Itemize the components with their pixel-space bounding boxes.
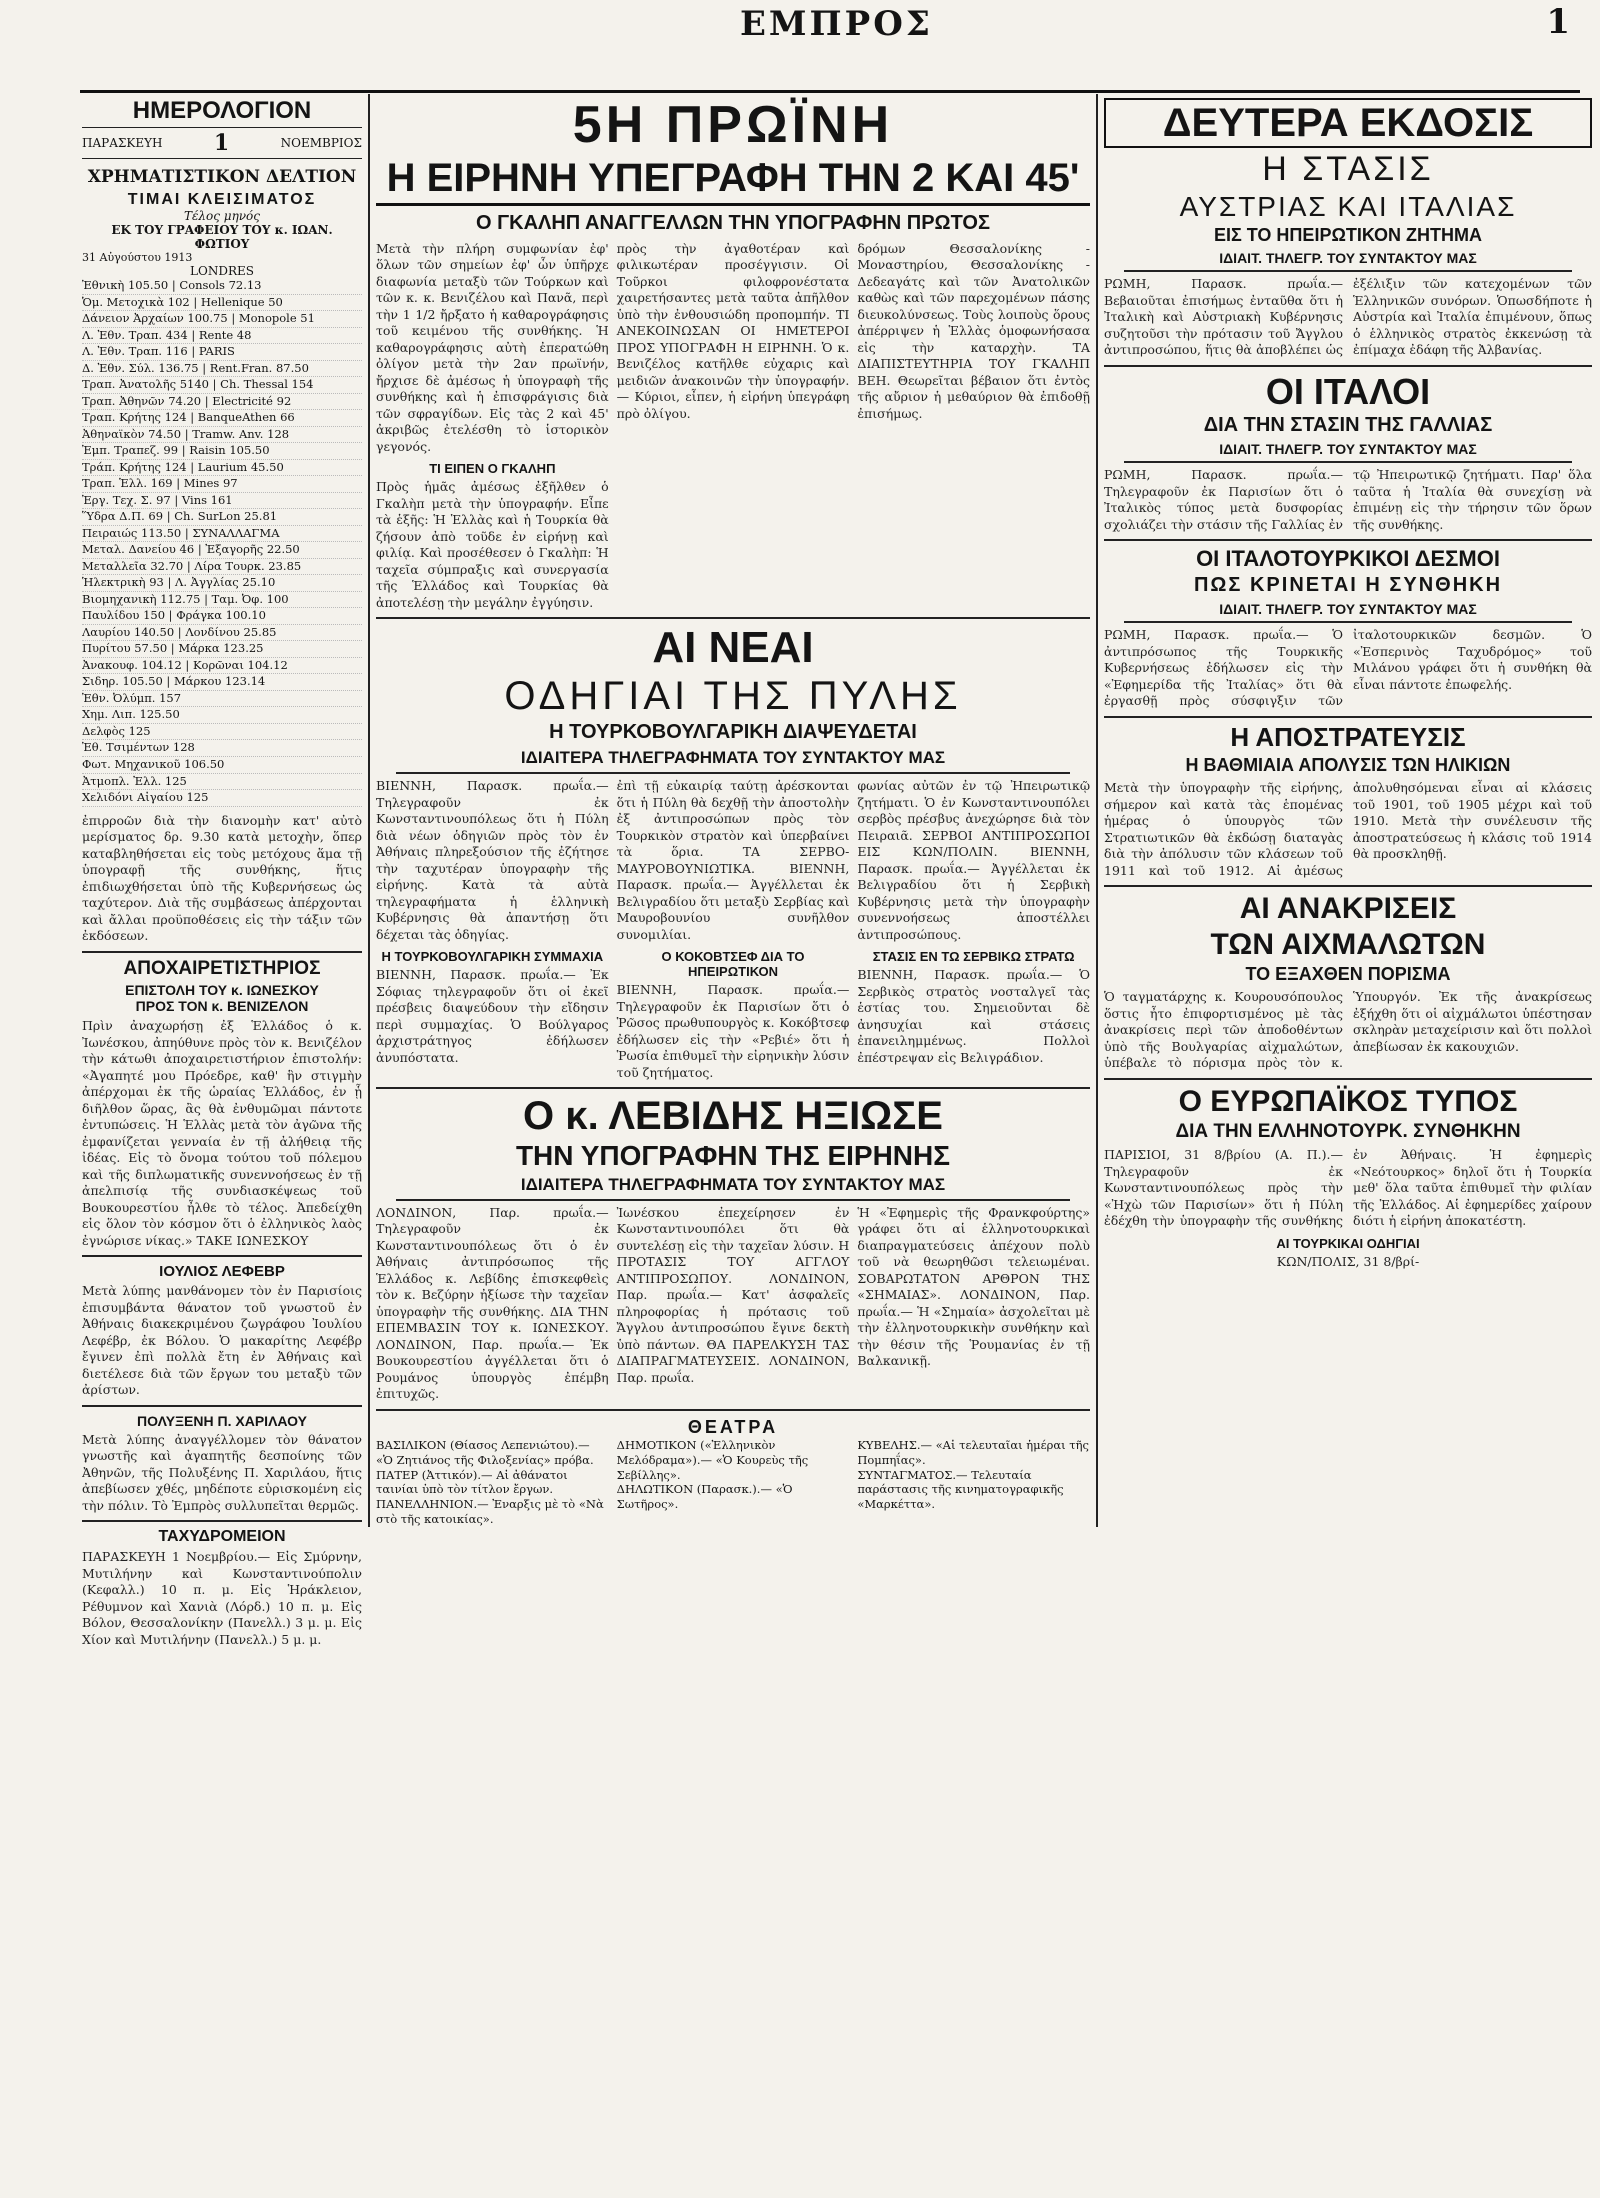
typos-title: Ο ΕΥΡΩΠΑΪΚΟΣ ΤΥΠΟΣ	[1178, 1084, 1518, 1118]
stasis-tele: ΙΔΙΑΙΤ. ΤΗΛΕΓΡ. ΤΟΥ ΣΥΝΤΑΚΤΟΥ ΜΑΣ	[1124, 250, 1572, 272]
stock-row: Φωτ. Μηχανικοῦ 106.50	[82, 757, 362, 774]
stock-row: Δάνειον Ἀρχαίων 100.75 | Monopole 51	[82, 311, 362, 328]
stock-row: Ἀτμοπλ. Ἐλλ. 125	[82, 774, 362, 791]
stock-row: Ἐθ. Τσιμέντων 128	[82, 740, 362, 757]
odigiai-subtitle: Η ΤΟΥΡΚΟΒΟΥΛΓΑΡΙΚΗ ΔΙΑΨΕΥΔΕΤΑΙ	[549, 721, 917, 744]
levidis-col-3: Ἡ «Ἐφημερὶς τῆς Φρανκφούρτης» γράφει ὅτι αἱ ἑλληνοτουρκικαὶ διαπραγματεύσεις ἀπέχουν πολὺ τοῦ νὰ θεωρηθῶσι τελειωμέναι. ΣΟΒΑΡΩΤΑΤΟΝ ΑΡΘΡΟΝ ΤΗΣ «ΣΗΜΑΙΑΣ». ΛΟΝΔΙΝΟΝ, Παρ. πρωΐα.— Ἡ «Σημαία» ἀσχολεῖται μὲ τὴν ἑλληνοτουρκικὴν συνθήκην καὶ τὴν θέσιν τῆς Ῥουμανίας ἐν τῇ Βαλκανικῇ.	[857, 1204, 1091, 1369]
levidis-subtitle: ΤΗΝ ΥΠΟΓΡΑΦΗΝ ΤΗΣ ΕΙΡΗΝΗΣ	[515, 1140, 951, 1172]
anakriseis-text: Ὁ ταγματάρχης κ. Κουρουσόπουλος ὅστις ἦτο ἐπιφορτισμένος μὲ τὰς ἀνακρίσεις περὶ τῶν ἀποδοθέντων ὑπὸ τῆς Βουλγαρίας αἰχμαλώτων, ὑπέβαλε τὸ πόρισμα πρὸς τὸν κ. Ὑπουργόν. Ἐκ τῆς ἀνακρίσεως ἐξήχθη ὅτι οἱ αἰχμάλωτοι ὑπέστησαν σκληρὰν μεταχείρισιν καὶ ὅτι πολλοὶ ἀπεβίωσαν ἐκ κακουχιῶν.	[1104, 989, 1592, 1071]
stock-row: Τραπ. Ἀνατολῆς 5140 | Ch. Thessal 154	[82, 377, 362, 394]
stock-row: Βιομηχανικὴ 112.75 | Ταμ. Ὀφ. 100	[82, 592, 362, 609]
right-column	[1104, 94, 1592, 1270]
galip-title: ΤΙ ΕΙΠΕΝ Ο ΓΚΑΛΗΠ	[429, 461, 556, 477]
stock-row: Δ. Ἐθν. Σύλ. 136.75 | Rent.Fran. 87.50	[82, 361, 362, 378]
stock-row: Ὁμ. Μετοχικὰ 102 | Hellenique 50	[82, 295, 362, 312]
lead-text-2: πρὸς τὴν ἀγαθοτέραν καὶ φιλικωτέραν προσέγγισιν. Οἱ Τοῦρκοι φιλοφρονέστατα χαιρετήσαντες μετὰ ταῦτα ἀπῆλθον ὑπὸ τὴν ἐνθουσιώδη προπομπήν. ΤΙ ΑΝΕΚΟΙΝΩΣΑΝ ΟΙ ΗΜΕΤΕΡΟΙ ΠΡΟΣ ΥΠΟΓΡΑΦΗ Η ΕΙΡΗΝΗ. Ὁ κ. Βενιζέλος κατῆλθε εὐχαρις καὶ μειδιῶν ἀνακοινῶν τὴν ὑπογραφήν. — Κύριοι, εἶπεν, ἡ εἰρήνη ὑπεγράφη πρὸ ὀλίγου.	[616, 240, 850, 421]
lefevre-text: Μετὰ λύπης μανθάνομεν τὸν ἐν Παρισίοις ἐπισυμβάντα θάνατον τοῦ γνωστοῦ ἐν Ἀθήναις διακεκριμένου ζωγράφου Ἰουλίου Λεφέβρ, ἐκ Βόλου. Ὁ μακαρίτης Λεφέβρ ἔγινεν ἐπὶ πολλὰ ἔτη ἐν Ἀθήναις καὶ διετέλεσε διὰ τῶν ἔργων του μεταξὺ τῶν ἀρίστων.	[82, 1283, 362, 1398]
center-column	[368, 94, 1098, 1527]
apostrateusis-title: Η ΑΠΟΣΤΡΑΤΕΥΣΙΣ	[1230, 721, 1466, 752]
turkish-instructions-text: ΚΩΝ/ΠΟΛΙΣ, 31 8/βρί-	[1276, 1253, 1420, 1269]
apostrateusis-text: Μετὰ τὴν ὑπογραφὴν τῆς εἰρήνης, σήμερον καὶ κατὰ τὰς ἑπομένας ἡμέρας ὁ ὑπουργὸς τῶν Στρατιωτικῶν θὰ ἐκδώσῃ διαταγὰς διὰ τὴν ἀπόλυσιν τῶν κλάσεων τοῦ 1911 καὶ τοῦ 1912. Αἱ ἀμέσως ἀπολυθησόμεναι εἶναι αἱ κλάσεις τοῦ 1901, τοῦ 1905 μέχρι καὶ τοῦ 1910. Μετὰ τὴν συνέλευσιν τῆς ἀποστρατεύσεως ἡ κλάσις τοῦ 1914 θὰ προσκληθῇ.	[1104, 780, 1592, 878]
farewell-title: ΑΠΟΧΑΙΡΕΤΙΣΤΗΡΙΟΣ	[123, 957, 321, 979]
second-edition: ΔΕΥΤΕΡΑ ΕΚΔΟΣΙΣ	[1104, 98, 1592, 148]
stock-row: Πειραιώς 113.50 | ΣΥΝΑΛΛΑΓΜΑ	[82, 526, 362, 543]
edition-label: 5Η ΠΡΩΪΝΗ	[572, 96, 894, 154]
stasis-subtitle: ΑΥΣΤΡΙΑΣ ΚΑΙ ΙΤΑΛΙΑΣ	[1179, 190, 1517, 222]
calendar-row	[82, 127, 362, 159]
main-subhead: Ο ΓΚΑΛΗΠ ΑΝΑΓΓΕΛΛΩΝ ΤΗΝ ΥΠΟΓΡΑΦΗΝ ΠΡΩΤΟΣ	[475, 211, 990, 234]
stock-row: Λ. Ἐθν. Τραπ. 116 | PARIS	[82, 344, 362, 361]
odigiai-col-2: ἐπὶ τῇ εὐκαιρίᾳ ταύτῃ ἀρέσκονται ὅτι ἡ Πύλη θὰ δεχθῇ τὴν ἀποστολὴν ἐξ ἀντιπροσώπων πρὸς τὸν Τουρκικὸν στρατὸν καὶ ὑπερβαίνει τὰ ὅρια. ΤΑ ΣΕΡΒΟ-ΜΑΥΡΟΒΟΥΝΙΩΤΙΚΑ. ΒΙΕΝΝΗ, Παρασκ. πρωΐα.— Ἀγγέλλεται ἐκ Βελιγραδίου ὅτι μεταξὺ Σερβίας καὶ Μαυροβουνίου συνῆλθον συνομιλίαι.	[616, 778, 850, 942]
stock-row: Ἐργ. Τεχ. Σ. 97 | Vins 161	[82, 493, 362, 510]
charilaou-text: Μετὰ λύπης ἀναγγέλλομεν τὸν θάνατον γνωστῆς καὶ ἀγαπητῆς δεσποίνης τῶν Ἀθηνῶν, τῆς Πολυξένης Π. Χαριλάου, ἥτις ἀπεβίωσεν χθές, μηδέποτε εὑρισκομένη εἰς τὴν πόλιν. Τὸ Ἐμπρὸς συλλυπεῖται θερμῶς.	[82, 1431, 362, 1513]
anakriseis-title: ΑΙ ΑΝΑΚΡΙΣΕΙΣ	[1239, 892, 1457, 926]
stasis-title: Η ΣΤΑΣΙΣ	[1262, 150, 1434, 188]
page-number: 1	[1546, 2, 1570, 42]
levidis-col-1: ΛΟΝΔΙΝΟΝ, Παρ. πρωΐα.— Τηλεγραφοῦν ἐκ Κωνσταντινουπόλεως ὅτι ὁ ἐν Ἀθήναις ἀντιπρόσωπος τῆς Ἑλλάδος κ. Λεβίδης ἐπισκεφθεὶς τὸν κ. Βεζύρην ἠξίωσε τὴν ταχεῖαν ὑπογραφὴν τῆς συνθήκης. ΔΙΑ ΤΗΝ ΕΠΕΜΒΑΣΙΝ ΤΟΥ κ. ΙΩΝΕΣΚΟΥ. ΛΟΝΔΙΝΟΝ, Παρ. πρωΐα.— Ἐκ Βουκουρεστίου ἀγγέλλεται ὅτι ὁ Ρουμάνος ὑπουργὸς ἐπέμβη ἐπιτυχῶς.	[376, 1204, 609, 1402]
italoi-subtitle: ΔΙΑ ΤΗΝ ΣΤΑΣΙΝ ΤΗΣ ΓΑΛΛΙΑΣ	[1203, 414, 1493, 437]
theatre-item: ΠΑΤΕΡ (Ἀττικόν).— Αἱ ἀθάνατοι ταινίαι ὑπὸ τὸν τίτλον ἔργων.	[376, 1467, 568, 1497]
lead-text-3: δρόμων Θεσσαλονίκης - Μοναστηρίου, Θεσσαλονίκης - Δεδεαγάτς καὶ τῶν Ἀνατολικῶν καθὼς καὶ τῶν παρεχομένων πάσης διευκολύνσεως. Τοὺς λοιποὺς ὅρους ἀπέρριψεν ἡ Ἑλλὰς ὁμοφωνήσασα εἰς τὴν καταρχὴν. ΤΑ ΔΙΑΠΙΣΤΕΥΤΗΡΙΑ ΤΟΥ ΓΚΑΛΗΠ ΒΕΗ. Θεωρεῖται βέβαιον ὅτι ἐντὸς τῆς αὔριον ἡ μεθαύριον θὰ ἐπιδοθῇ ἐπισήμως.	[857, 240, 1091, 421]
farewell-text: Πρὶν ἀναχωρήσῃ ἐξ Ἑλλάδος ὁ κ. Ἰωνέσκου, ἀπηύθυνε πρὸς τὸν κ. Βενιζέλον τὴν κάτωθι ἀποχαιρετιστήριον ἐπιστολήν: «Ἀγαπητέ μου Πρόεδρε, καθ' ἣν στιγμὴν ἀπέρχομαι ἐκ τῆς ὡραίας Ἑλλάδος, ἐν ᾗ διῆλθον ὥρας, ἂς θὰ ἐνθυμῶμαι πάντοτε ἐντυπώσεις. Ἡ Ἑλλὰς μετὰ τὸν ἀγῶνα τῆς ἐμφανίζεται γενναία ἐν τῇ ἀλήθειᾳ τῆς ἰδέας. Εἰς τὸ ὄνομα τούτου τοῦ πόλεμου καὶ τῆς διπλωματικῆς συνεννοήσεως ἐν τῇ ἀπελπισίᾳ τῆς συνδιασκέψεως τοῦ Βουκουρεστίου ἦλθε τὸ τέλος. Ἀπεδείχθη εἰς ὅλον τὸν κόσμον ὅτι ὁ ἐλληνικὸς λαὸς ἐγνώρισε νίκας.» ΤΑΚΕ ΙΩΝΕΣΚΟΥ	[82, 1018, 362, 1248]
theatre-item: ΠΑΝΕΛΛΗΝΙΟΝ.— Ἐναρξις μὲ τὸ «Νὰ στὸ τῆς κατοικίας».	[376, 1497, 604, 1527]
typos-subtitle: ΔΙΑ ΤΗΝ ΕΛΛΗΝΟΤΟΥΡΚ. ΣΥΝΘΗΚΗΝ	[1175, 1121, 1521, 1143]
stock-row: Παυλίδου 150 | Φράγκα 100.10	[82, 608, 362, 625]
italoturk-tele: ΙΔΙΑΙΤ. ΤΗΛΕΓΡ. ΤΟΥ ΣΥΝΤΑΚΤΟΥ ΜΑΣ	[1124, 601, 1572, 623]
lead-story	[376, 241, 1090, 612]
symmaxia-title: Η ΤΟΥΡΚΟΒΟΥΛΓΑΡΙΚΗ ΣΥΜΜΑΧΙΑ	[381, 949, 604, 965]
stock-row: Χημ. Λιπ. 125.50	[82, 707, 362, 724]
lead-text-1: Μετὰ τὴν πλήρη συμφωνίαν ἐφ' ὅλων τῶν σημείων ἐφ' ὧν ὑπῆρχε διαφωνία μεταξὺ τῶν Τούρκων καὶ τῶν κ. κ. Βενιζέλου καὶ Πανᾶ, περὶ τὴν 1 1/2 ἤρξατο ἡ καθαρογράφησις τοῦ κειμένου τῆς συνθήκης. Ἡ καθαρογράφησις αὐτὴ ἐπερατώθη ὀλίγον μετὰ τὴν 2αν πρωϊνήν, ἤρχισε δὲ ἀμέσως ἡ ὑπογραφὴ τῆς συνθήκης καὶ ἡ ἐπισφράγισις διὰ τῶν σφραγίδων. Εἰς τὰς 2 καὶ 45' ἀκριβῶς ἐτελέσθη τὸ ἱστορικὸν γεγονός.	[376, 240, 609, 454]
italoi-text: ΡΩΜΗ, Παρασκ. πρωΐα.— Τηλεγραφοῦν ἐκ Παρισίων ὅτι ὁ Ἰταλικὸς τύπος μετὰ δυσφορίας σχολιάζει τὴν στάσιν τῆς Γαλλίας ἐν τῷ Ἠπειρωτικῷ ζητήματι. Παρ' ὅλα ταῦτα ἡ Ἰταλία θὰ συνεχίσῃ νὰ ἐπιμένῃ εἰς τὴν τήρησιν τῶν ὅρων τῆς συνθήκης.	[1104, 467, 1592, 532]
left-column	[82, 94, 362, 1648]
theatre-item: ΔΗΛΩΤΙΚΟΝ (Παρασκ.).— «Ὁ Σωτῆρος».	[616, 1482, 793, 1512]
stock-row: Τραπ. Ἑλλ. 169 | Mines 97	[82, 476, 362, 493]
serb-stasis-text: ΒΙΕΝΝΗ, Παρασκ. πρωΐα.— Ὁ Σερβικὸς στρατὸς νοσταλγεῖ τὰς ἑστίας του. Σημειοῦνται δὲ ἀνησυχίαι καὶ στάσεις ἐπανειλημμένως. Πολλοὶ ἐπέστρεψαν εἰς Βελιγράδιον.	[857, 967, 1091, 1065]
italoi-tele: ΙΔΙΑΙΤ. ΤΗΛΕΓΡ. ΤΟΥ ΣΥΝΤΑΚΤΟΥ ΜΑΣ	[1124, 441, 1572, 463]
odigiai-story	[376, 778, 1090, 1081]
stock-row: Ἀθηναϊκὸν 74.50 | Tramw. Anv. 128	[82, 427, 362, 444]
calendar-number: 1	[213, 130, 230, 157]
farewell-subtitle-2: ΠΡΟΣ ΤΟΝ κ. ΒΕΝΙΖΕΛΟΝ	[135, 998, 309, 1015]
typos-text: ΠΑΡΙΣΙΟΙ, 31 8/βρίου (Α. Π.).— Τηλεγραφοῦν ἐκ Κωνσταντινουπόλεως πρὸς τὴν «Ἠχὼ τῶν Παρισίων» ὅτι ἡ Πύλη ἐδέχθη τὴν ὑπογραφὴν τῆς συνθήκης ἐν Ἀθήναις. Ἡ ἐφημερὶς «Νεότουρκος» δηλοῖ ὅτι ἡ Τουρκία μεθ' ὅλα ταῦτα ἐπιθυμεῖ τὴν φιλίαν τῆς Ἑλλάδος. Αἱ ἐφημερίδες χαίρουν διότι ἡ εἰρήνη ἀποκατέστη.	[1104, 1147, 1592, 1229]
theatre-item: ΒΑΣΙΛΙΚΟΝ (Θίασος Λεπενιώτου).— «Ὁ Ζητιάνος τῆς Φιλοξενίας» πρόβα.	[376, 1437, 594, 1467]
odigiai-tele: ΙΔΙΑΙΤΕΡΑ ΤΗΛΕΓΡΑΦΗΜΑΤΑ ΤΟΥ ΣΥΝΤΑΚΤΟΥ ΜΑΣ	[396, 748, 1070, 774]
lefevre-title: ΙΟΥΛΙΟΣ ΛΕΦΕΒΡ	[159, 1263, 285, 1281]
newspaper-title: ΕΜΠΡΟΣ	[740, 4, 933, 44]
odigiai-col-3: φωνίας αὐτῶν ἐν τῷ Ἠπειρωτικῷ ζητήματι. Ὁ ἐν Κωνσταντινουπόλει σερβὸς πρέσβυς ἀνεχώρησε διὰ τὸν Πειραιᾶ. ΣΕΡΒΟΙ ΑΝΤΙΠΡΟΣΩΠΟΙ ΕΙΣ ΚΩΝ/ΠΟΛΙΝ. ΒΙΕΝΝΗ, Παρασκ. πρωΐα.— Ἀγγέλλεται ἐκ Βελιγραδίου ὅτι ἡ Σερβικὴ Κυβέρνησις μετὰ τὴν ὑπογραφὴν συνεννοήσεως ἀποστέλλει ἀντιπροσώπους.	[857, 778, 1091, 942]
calendar-month: ΝΟΕΜΒΡΙΟΣ	[280, 136, 362, 151]
neai-title: ΑΙ ΝΕΑΙ	[652, 623, 814, 673]
levidis-tele: ΙΔΙΑΙΤΕΡΑ ΤΗΛΕΓΡΑΦΗΜΑΤΑ ΤΟΥ ΣΥΝΤΑΚΤΟΥ ΜΑΣ	[396, 1175, 1070, 1201]
stasis-text: ΡΩΜΗ, Παρασκ. πρωΐα.— Βεβαιοῦται ἐπισήμως ἐνταῦθα ὅτι ἡ Ἰταλικὴ καὶ Αὐστριακὴ Κυβέρνησις συζητοῦσι τὴν πρότασιν τοῦ Ἄγγλου ἀντιπροσώπου, ἥτις θὰ ἀποβλέπει ὡς ἐξέλιξιν τῶν κατεχομένων τῶν Ἑλληνικῶν συνόρων. Ὁπωσδήποτε ἡ Αὐστρία καὶ Ἰταλία ἐπιμένουν, ὅπως ὁ ἑλληνικὸς στρατὸς ἐκκενώσῃ τὰ ἐπίμαχα ἐδάφη τῆς Ἀλβανίας.	[1104, 276, 1592, 358]
stock-row: Τράπ. Κρήτης 124 | Laurium 45.50	[82, 460, 362, 477]
serb-stasis-title: ΣΤΑΣΙΣ ΕΝ ΤΩ ΣΕΡΒΙΚΩ ΣΤΡΑΤΩ	[872, 949, 1075, 965]
stock-row: Ἐθν. Ὀλύμπ. 157	[82, 691, 362, 708]
stock-row: Ἡλεκτρικὴ 93 | Λ. Ἀγγλίας 25.10	[82, 575, 362, 592]
stock-row: Ἀνακουφ. 104.12 | Κορῶναι 104.12	[82, 658, 362, 675]
bulletin-note: Τέλος μηνός	[183, 209, 261, 224]
bulletin-date: 31 Αὐγούστου 1913	[82, 251, 193, 265]
stasis-subtitle-2: ΕΙΣ ΤΟ ΗΠΕΙΡΩΤΙΚΟΝ ΖΗΤΗΜΑ	[1213, 225, 1483, 246]
masthead	[80, 0, 1580, 93]
anakriseis-subtitle-2: ΤΟ ΕΞΑΧΘΕΝ ΠΟΡΙΣΜΑ	[1245, 964, 1451, 985]
stock-table	[82, 278, 362, 807]
italoturk-title: ΟΙ ΙΤΑΛΟΤΟΥΡΚΙΚΟΙ ΔΕΣΜΟΙ	[1196, 546, 1500, 572]
stock-row: Λ. Ἐθν. Τραπ. 434 | Rente 48	[82, 328, 362, 345]
apostrateusis-subtitle: Η ΒΑΘΜΙΑΙΑ ΑΠΟΛΥΣΙΣ ΤΩΝ ΗΛΙΚΙΩΝ	[1185, 755, 1511, 776]
stock-row: Μεταλλεῖα 32.70 | Λίρα Τουρκ. 23.85	[82, 559, 362, 576]
stock-row: Λαυρίου 140.50 | Λονδίνου 25.85	[82, 625, 362, 642]
bulletin-london: LONDRES	[190, 264, 254, 279]
theatre-column	[617, 1438, 850, 1528]
odigiai-col-1: ΒΙΕΝΝΗ, Παρασκ. πρωΐα.— Τηλεγραφοῦν ἐκ Κωνσταντινουπόλεως ὅτι ἡ Πύλη διὰ νέων ὁδηγιῶν πρὸς τὸν ἐν Ἀθήναις πληρεξούσιον τῆς ἐζήτησε τὴν ταχυτέραν ὑπογραφὴν τῆς εἰρήνης. Κατὰ τὰ αὐτὰ τηλεγραφήματα ἡ ἑλληνικὴ Κυβέρνησις θὰ ἀπαντήσῃ ὅτι δέχεται τὰς ὁδηγίας.	[376, 778, 609, 942]
bulletin-text: ἐπιρροῶν διὰ τὴν διανομὴν κατ' αὐτὸ μερίσματος δρ. 9.30 κατὰ μετοχὴν, ὅπερ καταβληθήσεται εἰς τοὺς μετόχους ἅμα τῇ ὑπογραφῇ τῆς συνθήκης, ἥτις ἐπιδιωχθήσεται ὑπὸ τῆς Κυβερνήσεως ὡς ταχύτερον. Διὰ τῆς συμβάσεως ἀπέρχονται καὶ ἄλλαι προϋποθέσεις εἰς τὴν τάξιν τῶν ἐκδόσεων.	[82, 812, 362, 944]
levidis-title: Ο κ. ΛΕΒΙΔΗΣ ΗΞΙΩΣΕ	[523, 1094, 943, 1139]
theatre-item: ΔΗΜΟΤΙΚΟΝ («Ἑλληνικὸν Μελόδραμα»).— «Ὁ Κουρεὺς τῆς Σεβίλλης».	[616, 1437, 809, 1482]
kokovtsef-text: ΒΙΕΝΝΗ, Παρασκ. πρωΐα.— Τηλεγραφοῦν ἐκ Παρισίων ὅτι ὁ Ῥῶσος πρωθυπουργὸς κ. Κοκόβτσεφ ἐδήλωσεν εἰς τὴν «Ρεβιέ» ὅτι ἡ Ῥωσία ἐπιθυμεῖ τὴν εἰρηνικὴν λύσιν τοῦ ζητήματος.	[616, 982, 850, 1080]
stock-row: Τραπ. Κρήτης 124 | BanqueAthen 66	[82, 410, 362, 427]
stock-row: Δελφὸς 125	[82, 724, 362, 741]
theatre-column	[376, 1438, 609, 1528]
post-text: ΠΑΡΑΣΚΕΥΗ 1 Νοεμβρίου.— Εἰς Σμύρνην, Μυτιλήνην καὶ Κωνσταντινούπολιν (Κεφαλλ.) 10 π. μ. Εἰς Ἡράκλειον, Ρέθυμνον καὶ Χανιὰ (Λόρδ.) 10 π. μ. Εἰς Βόλον, Θεσσαλονίκην (Πανελλ.) 3 μ. μ. Εἰς Χίον καὶ Μυτιλήνην (Πανελλ.) 5 μ. μ.	[82, 1549, 362, 1647]
stock-row: Ὕδρα Δ.Π. 69 | Ch. SurLon 25.81	[82, 509, 362, 526]
stock-row: Ἐμπ. Τραπεζ. 99 | Raisin 105.50	[82, 443, 362, 460]
levidis-story	[376, 1205, 1090, 1403]
italoi-title: ΟΙ ΙΤΑΛΟΙ	[1265, 370, 1431, 412]
galip-text: Πρὸς ἡμᾶς ἀμέσως ἐξῆλθεν ὁ Γκαλὴπ μετὰ τὴν ὑπογραφήν. Εἶπε τὰ ἑξῆς: Ἡ Ἑλλὰς καὶ ἡ Τουρκία θὰ ζήσουν ἀπὸ τοῦδε ἐν εἰρήνῃ καὶ φιλίᾳ. Καὶ προσέθεσεν ὁ Γκαλὴπ: Ἡ ταχεῖα σύμπραξις καὶ συνεργασία τῆς Ἑλλάδος καὶ Τουρκίας θὰ ἀποτελέσῃ τὴν μεγάλην ἐγγύησιν.	[376, 479, 609, 610]
theatre-column	[857, 1438, 1090, 1528]
stock-row: Ἐθνικὴ 105.50 | Consols 72.13	[82, 278, 362, 295]
symmaxia-text: ΒΙΕΝΝΗ, Παρασκ. πρωΐα.— Ἐκ Σόφιας τηλεγραφοῦν ὅτι οἱ ἐκεῖ πρέσβεις διαψεύδουν τὴν εἴδησιν περὶ συμμαχίας. Ὁ Βούλγαρος ἀρχιστράτηγος ἐδήλωσεν ἀνυπόστατα.	[376, 967, 609, 1065]
theatre-item: ΣΥΝΤΑΓΜΑΤΟΣ.— Τελευταία παράστασις τῆς κινηματογραφικῆς «Μαρκέττα».	[857, 1467, 1064, 1512]
stock-row: Μεταλ. Δανείου 46 | Ἐξαγορῆς 22.50	[82, 542, 362, 559]
theatre-listings	[376, 1438, 1090, 1528]
charilaou-title: ΠΟΛΥΞΕΝΗ Π. ΧΑΡΙΛΑΟΥ	[137, 1412, 307, 1429]
odigiai-title: ΟΔΗΓΙΑΙ ΤΗΣ ΠΥΛΗΣ	[504, 674, 962, 719]
levidis-col-2: Ἰωνέσκου ἐπεχείρησεν ἐν Κωνσταντινουπόλει ὅτι θὰ συντελέσῃ εἰς τὴν ταχεῖαν λύσιν. Η ΠΡΟΤΑΣΙΣ ΤΟΥ ΑΓΓΛΟΥ ΑΝΤΙΠΡΟΣΩΠΟΥ. ΛΟΝΔΙΝΟΝ, Παρ. πρωΐα.— Κατ' ἀσφαλεῖς πληροφορίας ἡ πρότασις τοῦ Ἄγγλου ἀντιπροσώπου ἔγινε δεκτὴ ὑπὸ πάντων. ΘΑ ΠΑΡΕΛΚΥΣΗ ΤΑΣ ΔΙΑΠΡΑΓΜΑΤΕΥΣΕΙΣ. ΛΟΝΔΙΝΟΝ, Παρ. πρωΐα.	[616, 1204, 850, 1385]
stock-row: Σιδηρ. 105.50 | Μάρκου 123.14	[82, 674, 362, 691]
stock-row: Χελιδόνι Αἰγαίου 125	[82, 790, 362, 807]
turkish-instructions-title: ΑΙ ΤΟΥΡΚΙΚΑΙ ΟΔΗΓΙΑΙ	[1276, 1235, 1420, 1251]
stock-row: Τραπ. Ἀθηνῶν 74.20 | Electricité 92	[82, 394, 362, 411]
calendar-day: ΠΑΡΑΣΚΕΥΗ	[82, 136, 163, 151]
italoturk-subtitle: ΠΩΣ ΚΡΙΝΕΤΑΙ Η ΣΥΝΘΗΚΗ	[1193, 574, 1503, 597]
anakriseis-subtitle: ΤΩΝ ΑΙΧΜΑΛΩΤΩΝ	[1210, 927, 1486, 961]
theatre-title: ΘΕΑΤΡΑ	[687, 1416, 779, 1437]
calendar-title: ΗΜΕΡΟΛΟΓΙΟΝ	[132, 97, 312, 124]
stock-row: Πυρίτου 57.50 | Μάρκα 123.25	[82, 641, 362, 658]
bulletin-source: ΕΚ ΤΟΥ ΓΡΑΦΕΙΟΥ ΤΟΥ κ. ΙΩΑΝ. ΦΩΤΙΟΥ	[111, 223, 333, 252]
bulletin-title: ΧΡΗΜΑΤΙΣΤΙΚΟΝ ΔΕΛΤΙΟΝ	[87, 167, 357, 188]
farewell-subtitle: ΕΠΙΣΤΟΛΗ ΤΟΥ κ. ΙΩΝΕΣΚΟΥ	[125, 982, 319, 999]
italoturk-text: ΡΩΜΗ, Παρασκ. πρωΐα.— Ὁ ἀντιπρόσωπος τῆς Τουρκικῆς Κυβερνήσεως ἐδήλωσεν εἰς τὴν «Ἐφημερίδα τῆς Ἰταλίας» ὅτι θὰ ἐργασθῇ πρὸς σύσφιγξιν τῶν ἰταλοτουρκικῶν δεσμῶν. Ὁ «Ἐσπερινὸς Ταχυδρόμος» τοῦ Μιλάνου γράφει ὅτι ἡ συνθήκη θὰ εἶναι πάντοτε ἐπωφελής.	[1104, 627, 1592, 709]
bulletin-subtitle: ΤΙΜΑΙ ΚΛΕΙΣΙΜΑΤΟΣ	[127, 191, 317, 209]
post-title: ΤΑΧΥΔΡΟΜΕΙΟΝ	[158, 1528, 286, 1546]
kokovtsef-title: Ο ΚΟΚΟΒΤΣΕΦ ΔΙΑ ΤΟ ΗΠΕΙΡΩΤΙΚΟΝ	[661, 949, 805, 980]
theatre-item: ΚΥΒΕΛΗΣ.— «Αἱ τελευταῖαι ἡμέραι τῆς Πομπηΐας».	[857, 1437, 1089, 1467]
main-headline: Η ΕΙΡΗΝΗ ΥΠΕΓΡΑΦΗ ΤΗΝ 2 ΚΑΙ 45'	[376, 157, 1090, 206]
